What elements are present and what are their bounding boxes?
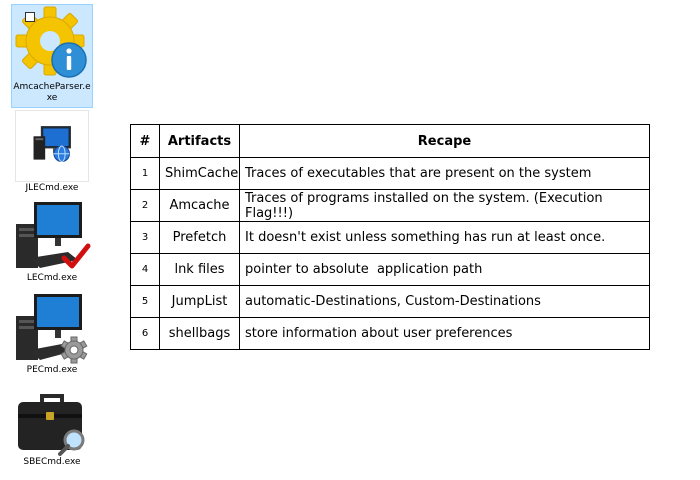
table-row bbox=[131, 158, 650, 190]
row-artifact: ShimCache bbox=[160, 158, 240, 190]
row-recap: automatic-Destinations, Custom-Destinations bbox=[240, 286, 650, 318]
desktop-icon-label: LECmd.exe bbox=[26, 273, 78, 283]
table-header-row bbox=[131, 125, 650, 158]
desktop-icon-label: AmcacheParser.exe bbox=[13, 82, 91, 103]
row-artifact: shellbags bbox=[160, 318, 240, 350]
briefcase-magnifier-icon bbox=[12, 384, 92, 456]
row-artifact: lnk files bbox=[160, 254, 240, 286]
header-number: # bbox=[131, 125, 160, 158]
row-number: 3 bbox=[131, 222, 160, 254]
row-recap: Traces of programs installed on the system. (Execution Flag!!!) bbox=[240, 190, 650, 222]
desktop-icon-sbecmd[interactable] bbox=[12, 384, 92, 470]
computer-check-icon bbox=[12, 200, 92, 272]
table-row bbox=[131, 286, 650, 318]
header-recap: Recape bbox=[240, 125, 650, 158]
desktop-icon-label: JLECmd.exe bbox=[25, 183, 79, 193]
table-row bbox=[131, 318, 650, 350]
row-number: 6 bbox=[131, 318, 160, 350]
row-number: 5 bbox=[131, 286, 160, 318]
desktop-icon-lecmd[interactable] bbox=[12, 200, 92, 286]
row-recap: Traces of executables that are present on the system bbox=[240, 158, 650, 190]
row-recap: It doesn't exist unless something has run at least once. bbox=[240, 222, 650, 254]
table-row bbox=[131, 190, 650, 222]
row-artifact: Prefetch bbox=[160, 222, 240, 254]
row-recap: store information about user preferences bbox=[240, 318, 650, 350]
row-number: 1 bbox=[131, 158, 160, 190]
desktop-icon-label: SBECmd.exe bbox=[23, 457, 81, 467]
row-recap: pointer to absolute application path bbox=[240, 254, 650, 286]
desktop-icon-jlecmd[interactable] bbox=[12, 110, 92, 192]
computer-globe-icon bbox=[15, 110, 89, 182]
artifacts-recap-table bbox=[130, 124, 650, 350]
row-number: 4 bbox=[131, 254, 160, 286]
computer-gear-icon bbox=[12, 292, 92, 364]
row-artifact: Amcache bbox=[160, 190, 240, 222]
desktop-icon-amcacheparser[interactable] bbox=[12, 5, 92, 107]
table-row bbox=[131, 254, 650, 286]
header-artifacts: Artifacts bbox=[160, 125, 240, 158]
selection-checkbox[interactable] bbox=[25, 12, 35, 22]
row-number: 2 bbox=[131, 190, 160, 222]
desktop-icon-pecmd[interactable] bbox=[12, 292, 92, 378]
row-artifact: JumpList bbox=[160, 286, 240, 318]
gear-info-icon bbox=[12, 5, 92, 81]
table-row bbox=[131, 222, 650, 254]
desktop-icon-label: PECmd.exe bbox=[26, 365, 78, 375]
